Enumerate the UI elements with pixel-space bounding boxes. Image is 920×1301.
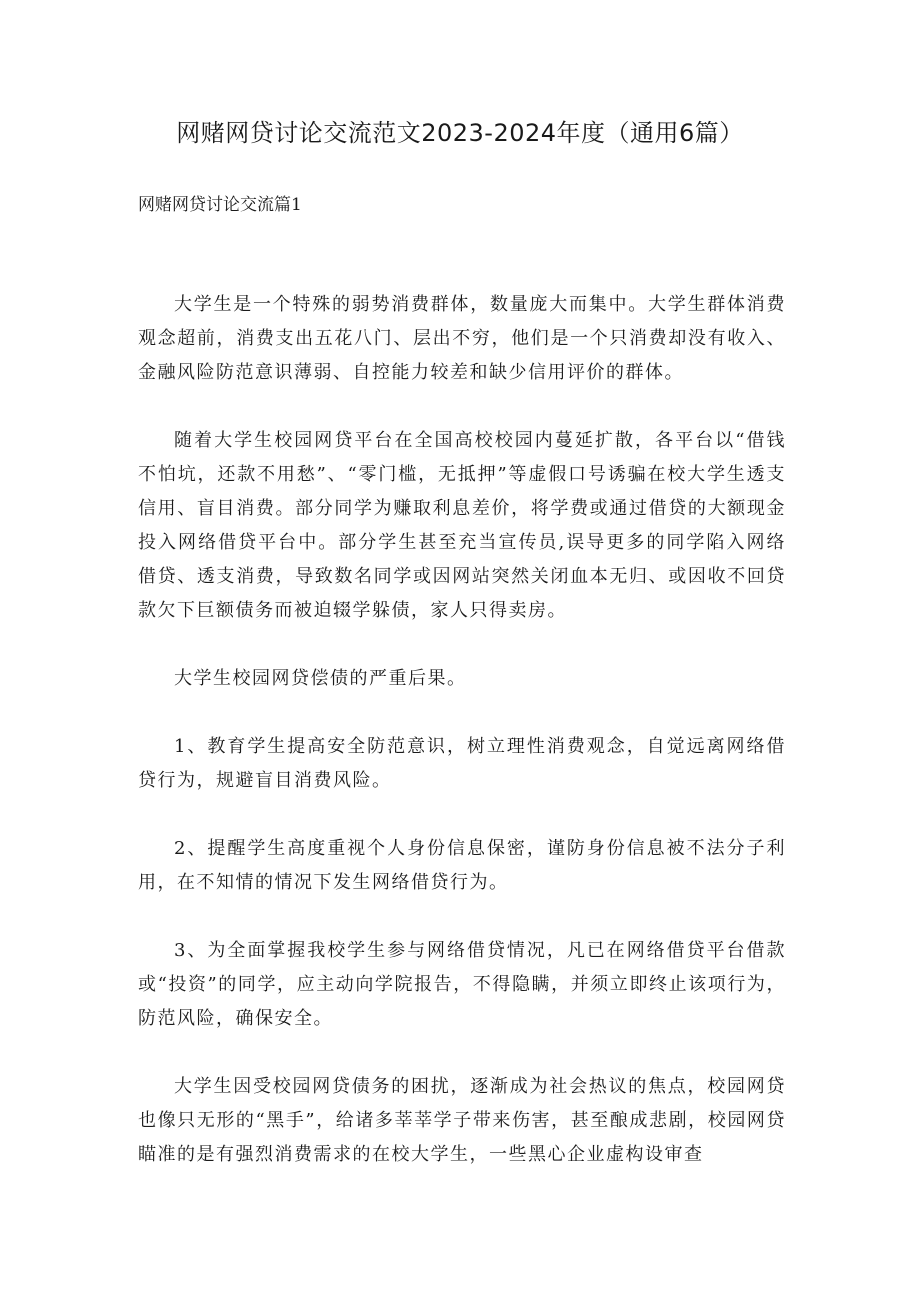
paragraph-6: 3、为全面掌握我校学生参与网络借贷情况，凡已在网络借贷平台借款或“投资”的同学，应主动向学院报告，不得隐瞒，并须立即终止该项行为，防范风险，确保安全。	[138, 940, 786, 1029]
section-heading: 网赌网贷讨论交流篇1	[138, 195, 302, 215]
paragraph-2: 随着大学生校园网贷平台在全国高校校园内蔓延扩散，各平台以“借钱不怕坑，还款不用愁”、“零门槛，无抵押”等虚假口号诱骗在校大学生透支信用、盲目消费。部分同学为赚取利息差价，将学费或通过借贷的大额现金投入网络借贷平台中。部分学生甚至充当宣传员,误导更多的同学陷入网络借贷、透支消费，导致数名同学或因网站突然关闭血本无归、或因收不回贷款欠下巨额债务而被迫辍学躲债，家人只得卖房。	[138, 430, 786, 621]
document-title: 网赌网贷讨论交流范文2023-2024年度（通用6篇）	[176, 119, 744, 147]
paragraph-3: 大学生校园网贷偿债的严重后果。	[174, 668, 467, 689]
paragraph-4: 1、教育学生提高安全防范意识，树立理性消费观念，自觉远离网络借贷行为，规避盲目消费风险。	[138, 736, 786, 791]
paragraph-5: 2、提醒学生高度重视个人身份信息保密，谨防身份信息被不法分子利用，在不知情的情况下发生网络借贷行为。	[138, 838, 786, 893]
paragraph-1: 大学生是一个特殊的弱势消费群体，数量庞大而集中。大学生群体消费观念超前，消费支出五花八门、层出不穷，他们是一个只消费却没有收入、金融风险防范意识薄弱、自控能力较差和缺少信用评价的群体。	[138, 294, 786, 383]
paragraph-7: 大学生因受校园网贷债务的困扰，逐渐成为社会热议的焦点，校园网贷也像只无形的“黑手”，给诸多莘莘学子带来伤害，甚至酿成悲剧，校园网贷瞄准的是有强烈消费需求的在校大学生，一些黑心企业虚构设审查	[138, 1076, 786, 1165]
